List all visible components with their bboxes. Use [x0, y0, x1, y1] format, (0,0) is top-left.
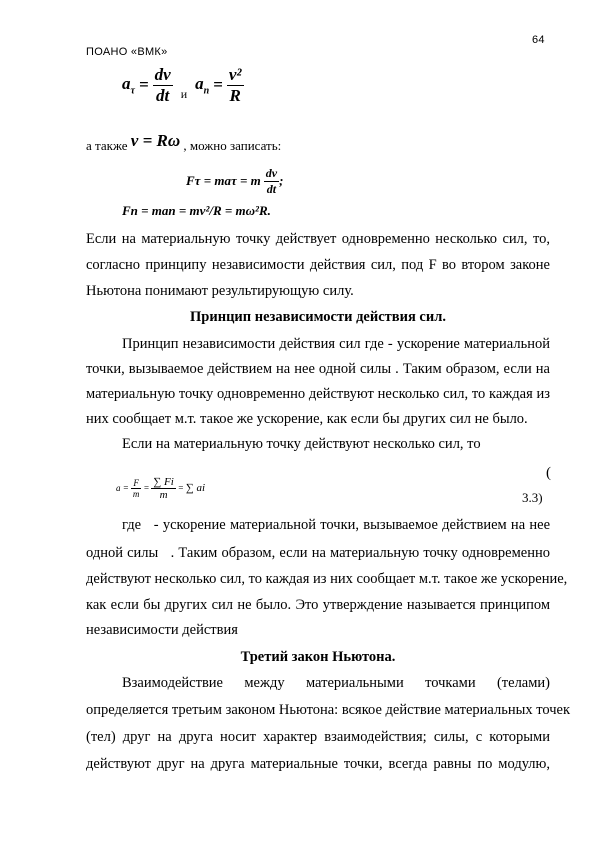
paragraph-line: (тел) друг на друга носит характер взаимодействия; силы, с которыми: [86, 729, 550, 745]
numerator-dv: dv: [154, 64, 171, 84]
paragraph-line: как если бы других сил не было. Это утверждение называется принципом: [86, 597, 550, 613]
a-tau-symbol: $a_\tau$: [122, 73, 135, 97]
paragraph-line: одной силы . Таким образом, если на материальную точку одновременно: [86, 545, 550, 561]
paragraph-line: них сообщает м.т. такое же ускорение, как если бы других сил не было.: [86, 411, 528, 427]
section-heading: Третий закон Ньютона.: [240, 649, 396, 665]
paragraph-line: Ньютона понимают результирующую силу.: [86, 283, 354, 299]
sum-rhs: ∑ ai: [185, 482, 206, 494]
equals-sign: =: [213, 75, 223, 94]
denominator-dt: dt: [156, 85, 170, 105]
paragraph-line: Если на материальную точку действуют несколько сил, то: [122, 436, 481, 452]
also-suffix: , можно записать:: [183, 138, 282, 153]
formula-accelerations: [122, 62, 244, 108]
formula-f-n: Fn = man = mv²/R = mω²R.: [122, 203, 271, 218]
section-heading: Принцип независимости действия сил.: [190, 309, 446, 325]
paragraph-line: материальную точку одновременно действуют несколько сил, то каждая из: [86, 386, 550, 402]
paragraph-line: действуют друг на друга материальные точки, всегда равны по модулю,: [86, 756, 550, 772]
page-number: 64: [532, 34, 545, 46]
equation-number-open: (: [546, 465, 551, 481]
fraction-dv-dt: [153, 65, 173, 106]
f-tau-text: Fτ = maτ = m: [186, 173, 261, 188]
fraction-sum-F-m: $\frac{\sum Fi}{m}$: [153, 475, 174, 501]
and-word: и: [180, 86, 188, 101]
formula-f-tau: Fτ = maτ = m $\frac{dv}{dt}$ ;: [186, 165, 284, 196]
paragraph-line: где - ускорение материальной точки, вызываемое действием на нее: [122, 517, 550, 533]
denominator-R: R: [229, 85, 241, 105]
formula-sum: a = $\frac{F}{m}$ = $\frac{\sum Fi}{m}$ = ∑ ai: [116, 475, 206, 501]
equals-sign: =: [138, 75, 149, 94]
also-prefix: а также: [86, 138, 128, 153]
header-org: ПОАНО «ВМК»: [86, 46, 168, 58]
fraction-v2-R: [227, 65, 244, 106]
paragraph-line: определяется третьим законом Ньютона: всякое действие материальных точек: [86, 702, 571, 718]
numerator-v2: v²: [228, 64, 242, 84]
equation-number: 3.3): [522, 490, 543, 505]
paragraph-line: Принцип независимости действия сил где - ускорение материальной: [122, 336, 550, 352]
paragraph-line: Если на материальную точку действует одновременно несколько сил, то,: [86, 231, 550, 247]
fraction-F-m: $\frac{F}{m}$: [132, 477, 140, 499]
paragraph-line: независимости действия: [86, 622, 238, 638]
sum-lhs: a =: [116, 483, 129, 493]
paragraph-line: согласно принципу независимости действия сил, под F во втором законе: [86, 257, 550, 273]
paragraph-line: действуют несколько сил, то каждая из них сообщает м.т. такое же ускорение,: [86, 571, 568, 587]
formula-v-rw: v = Rω: [130, 131, 181, 150]
a-n-symbol: $a_n$: [195, 73, 210, 97]
paragraph-line: точки, вызываемое действием на нее одной силы . Таким образом, если на: [86, 361, 550, 377]
paragraph-line: Взаимодействие между материальными точками (телами): [122, 675, 550, 691]
also-line: [86, 131, 282, 153]
fraction-dv-dt-small: $\frac{dv}{dt}$: [265, 165, 278, 196]
